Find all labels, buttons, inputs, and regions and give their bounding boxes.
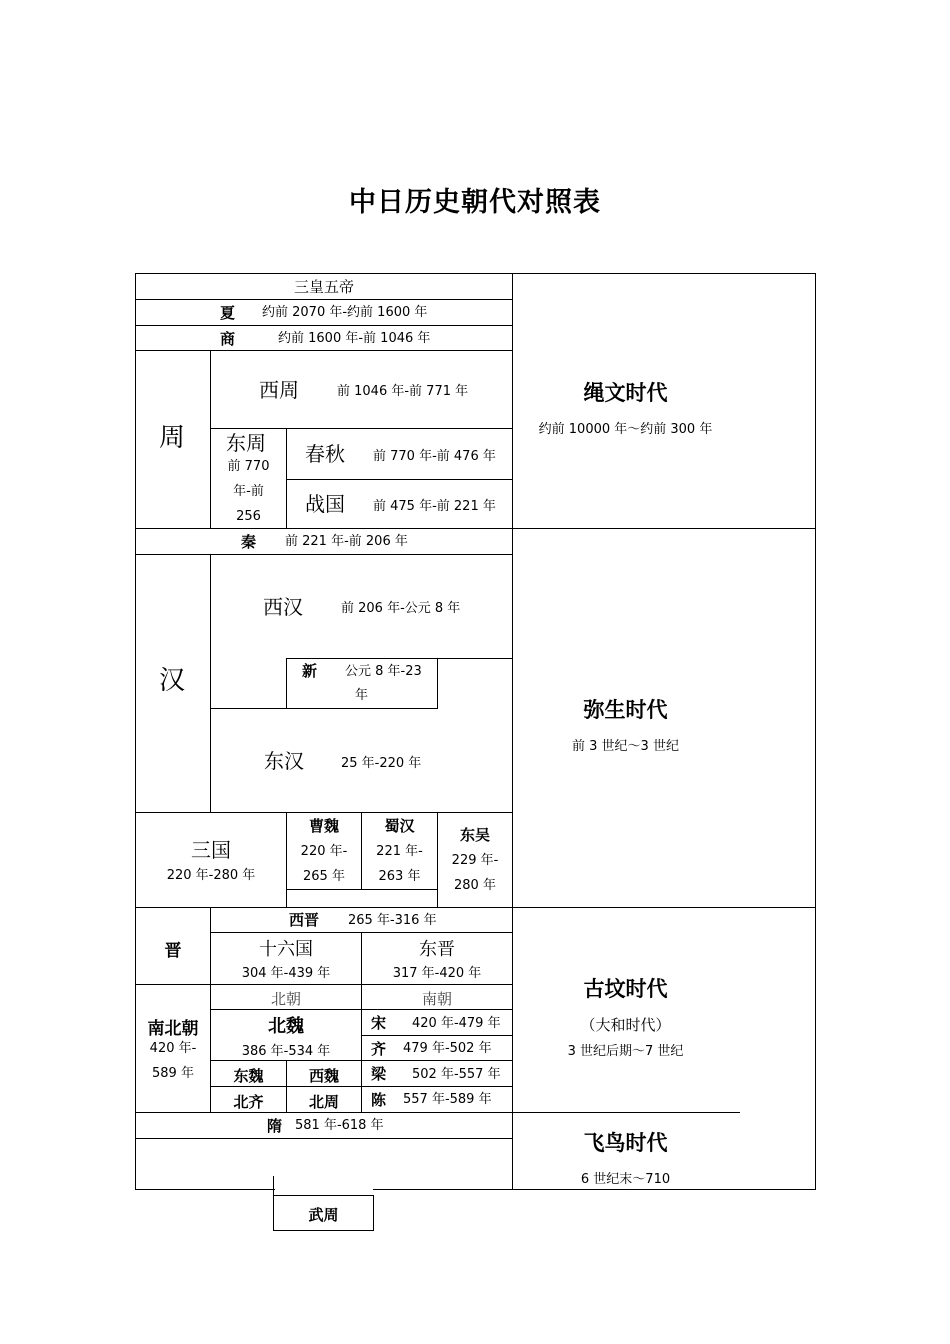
qi-years: 479 年-502 年 [403, 1041, 492, 1056]
han-name: 汉 [159, 666, 186, 696]
sanhuang-label: 三皇五帝 [293, 278, 354, 296]
shiliuguo-years: 304 年-439 年 [241, 966, 331, 981]
xizhou-years: 前 1046 年-前 771 年 [337, 384, 469, 399]
xijin-years: 265 年-316 年 [348, 913, 437, 928]
jomon-years: 约前 10000 年～约前 300 年 [538, 422, 713, 437]
wuzhou-box-top [273, 1195, 374, 1196]
caowei-cell: 曹魏 220 年- 265 年 [300, 817, 348, 884]
table-border-bottom [135, 1189, 275, 1190]
qin-name: 秦 [241, 533, 257, 551]
nanbeichao-name: 南北朝 [147, 1019, 199, 1039]
shuhan-cell: 蜀汉 221 年- 263 年 [376, 817, 423, 884]
row-divider [135, 1138, 513, 1139]
row-divider [135, 907, 816, 908]
jin-name: 晋 [164, 941, 182, 961]
xia-name: 夏 [220, 304, 236, 322]
table-border-bottom [373, 1189, 816, 1190]
asuka-name: 飞鸟时代 [583, 1131, 668, 1155]
table-border-top [135, 273, 816, 274]
xijin-name: 西晋 [289, 911, 320, 929]
dongwei-name: 东魏 [233, 1067, 264, 1085]
kofun-sub: （大和时代） [580, 1016, 671, 1034]
chunqiu-years: 前 770 年-前 476 年 [373, 449, 496, 464]
song-years: 420 年-479 年 [412, 1016, 501, 1031]
asuka-years: 6 世纪末～710 [580, 1172, 671, 1187]
dongwu-cell: 东吴 229 年- 280 年 [451, 826, 499, 893]
row-divider [135, 1112, 740, 1113]
kofun-name: 古坟时代 [583, 977, 668, 1001]
qi-name: 齐 [371, 1040, 387, 1058]
row-divider [286, 658, 513, 659]
sui-name: 隋 [267, 1117, 283, 1135]
shang-name: 商 [220, 330, 236, 348]
row-divider [135, 812, 513, 813]
nanbeichao-years: 420 年- 589 年 [149, 1041, 197, 1081]
chen-years: 557 年-589 年 [403, 1092, 492, 1107]
row-divider [135, 325, 513, 326]
wuzhou-box-right [373, 1195, 374, 1231]
xizhou-name: 西周 [259, 378, 299, 402]
nanchao-label: 南朝 [421, 990, 452, 1008]
qin-years: 前 221 年-前 206 年 [285, 534, 408, 549]
liang-name: 梁 [371, 1065, 387, 1083]
zhou-name: 周 [159, 423, 186, 453]
beizhou-name: 北周 [308, 1093, 339, 1111]
chunqiu-name: 春秋 [305, 442, 345, 466]
beichao-label: 北朝 [270, 990, 301, 1008]
wuzhou-box-bottom [273, 1230, 374, 1231]
donghan-name: 东汉 [264, 749, 304, 773]
zhanguo-years: 前 475 年-前 221 年 [373, 499, 496, 514]
row-divider [135, 350, 513, 351]
yayoi-years: 前 3 世纪～3 世纪 [572, 739, 679, 754]
page-title: 中日历史朝代对照表 [349, 187, 601, 218]
xin-years-line1: 公元 8 年-23 [345, 664, 422, 679]
xiwei-name: 西魏 [308, 1067, 339, 1085]
sanguo-years: 220 年-280 年 [166, 868, 256, 883]
donghan-years: 25 年-220 年 [341, 756, 422, 771]
shang-years: 约前 1600 年-前 1046 年 [278, 331, 431, 346]
xihan-name: 西汉 [263, 595, 303, 619]
row-divider [210, 708, 438, 709]
column-divider [286, 658, 287, 708]
row-divider [361, 1035, 513, 1036]
wuzhou-label: 武周 [308, 1206, 339, 1224]
chen-name: 陈 [371, 1091, 387, 1109]
liang-years: 502 年-557 年 [412, 1067, 501, 1082]
zhanguo-name: 战国 [305, 492, 345, 516]
beiwei-name: 北魏 [268, 1016, 304, 1037]
yayoi-name: 弥生时代 [583, 698, 668, 722]
row-divider [286, 479, 513, 480]
column-divider [210, 554, 211, 812]
column-divider [286, 428, 287, 528]
beiqi-name: 北齐 [233, 1093, 264, 1111]
sanguo-name: 三国 [191, 838, 231, 862]
row-divider [135, 554, 513, 555]
column-divider [437, 658, 438, 708]
row-divider [286, 889, 438, 890]
xin-years-line2: 年 [355, 688, 369, 703]
row-divider [135, 984, 513, 985]
xin-name: 新 [302, 662, 318, 680]
dongzhou-years: 前 770 年-前 256 [227, 459, 270, 524]
kofun-years: 3 世纪后期～7 世纪 [567, 1044, 684, 1059]
dongjin-years: 317 年-420 年 [392, 966, 482, 981]
xia-years: 约前 2070 年-约前 1600 年 [262, 305, 428, 320]
table-border-right [815, 273, 816, 1190]
shiliuguo-name: 十六国 [259, 939, 313, 960]
row-divider [210, 428, 513, 429]
dongjin-name: 东晋 [419, 939, 455, 960]
song-name: 宋 [371, 1014, 387, 1032]
beiwei-years: 386 年-534 年 [241, 1044, 331, 1059]
xihan-years: 前 206 年-公元 8 年 [341, 601, 461, 616]
sui-years: 581 年-618 年 [295, 1118, 384, 1133]
row-divider [135, 299, 513, 300]
dongzhou-name: 东周 [226, 431, 266, 455]
jomon-name: 绳文时代 [583, 381, 668, 405]
